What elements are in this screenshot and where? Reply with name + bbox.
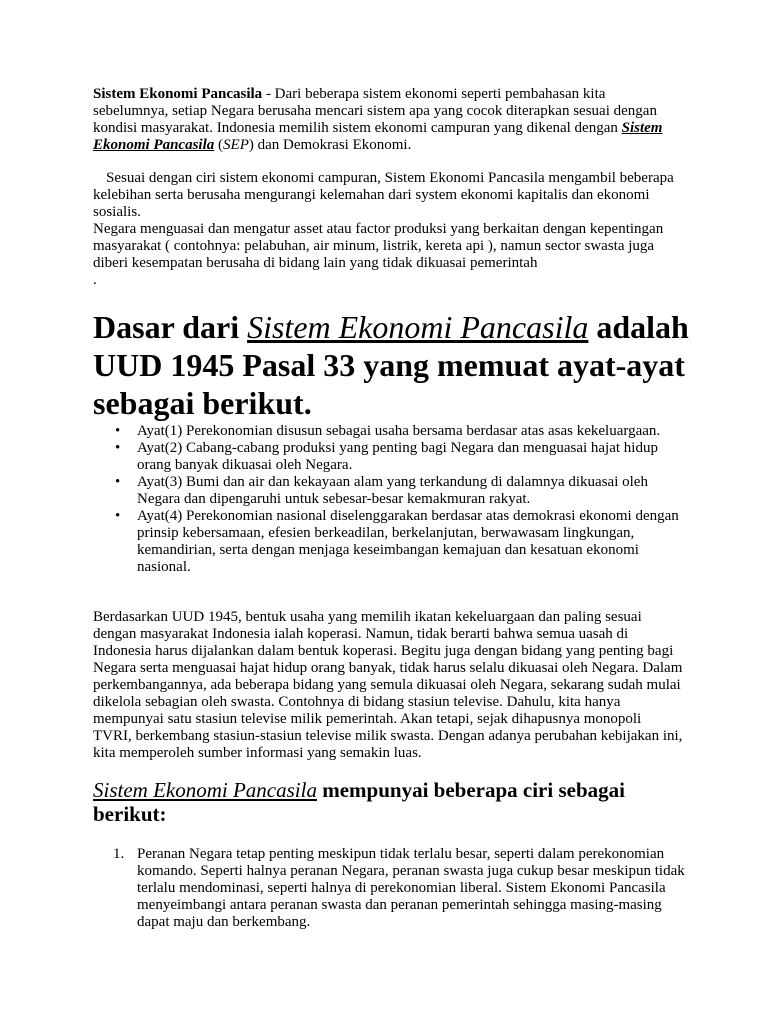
- bullet-marker: •: [115, 508, 121, 524]
- list-item: [93, 423, 693, 440]
- list-item: [93, 474, 693, 508]
- state-control-paragraph: [93, 221, 683, 289]
- intro-text-c: ) dan Demokrasi Ekonomi.: [248, 137, 412, 153]
- uud-heading-prefix: Dasar dari: [93, 309, 248, 345]
- bullet-marker: •: [115, 423, 121, 439]
- intro-text-b: (: [214, 137, 224, 153]
- uud-heading-suffix: adalah UUD 1945 Pasal 33 yang memuat ayat-ayat sebagai berikut.: [93, 309, 689, 421]
- state-control-text: Negara menguasai dan mengatur asset atau factor produksi yang berkaitan dengan kepentingan masyarakat ( contohnya: pelabuhan, air minum, listrik, kereta api ), namun sector swasta juga diberi kesempatan berusaha di bidang lain yang tidak dikuasai pemerintah: [93, 221, 664, 271]
- bullet-marker: •: [115, 440, 121, 456]
- list-item-text: Ayat(4) Perekonomian nasional diselenggarakan berdasar atas demokrasi ekonomi dengan prinsip kebersamaan, efesien berkeadilan, berkelanjutan, berwawasam lingkungan, kemandirian, serta dengan menjaga keseimbangan kemajuan dan kesatuan ekonomi nasional.: [137, 508, 679, 575]
- list-item: [93, 508, 693, 576]
- mixed-system-paragraph: Sesuai dengan ciri sistem ekonomi campuran, Sistem Ekonomi Pancasila mengambil beberapa kelebihan serta berusaha mengurangi kelemahan dari system ekonomi kapitalis dan ekonomi sosialis.: [93, 170, 674, 220]
- intro-text-a: - Dari beberapa sistem ekonomi seperti pembahasan kita sebelumnya, setiap Negara berusaha mencari sistem apa yang cocok diterapkan sesuai dengan kondisi masyarakat. Indonesia memilih sistem ekonomi campuran yang dikenal dengan: [93, 86, 657, 136]
- ciri-heading-suffix: mempunyai beberapa ciri sebagai berikut:: [93, 778, 625, 826]
- list-item-text: Ayat(3) Bumi dan air dan kekayaan alam yang terkandung di dalamnya dikuasai oleh Negara dan dipengaruhi untuk sebesar-besar kemakmuran rakyat.: [137, 474, 648, 507]
- list-item: [93, 440, 693, 474]
- bullet-marker: •: [115, 474, 121, 490]
- intro-term-link[interactable]: Sistem Ekonomi Pancasila: [93, 120, 663, 153]
- uud-heading-link[interactable]: Sistem Ekonomi Pancasila: [247, 309, 589, 345]
- intro-term: Sistem Ekonomi Pancasila: [93, 86, 263, 102]
- list-item: [93, 846, 693, 931]
- ciri-heading-link[interactable]: Sistem Ekonomi Pancasila: [93, 778, 317, 802]
- ciri-heading: [93, 778, 653, 826]
- uud-heading: [93, 308, 693, 422]
- ayat-list: [93, 423, 693, 576]
- ciri-list: [93, 846, 693, 931]
- list-item-text: Ayat(1) Perekonomian disusun sebagai usaha bersama berdasar atas asas kekeluargaan.: [137, 423, 661, 439]
- list-item-text: Ayat(2) Cabang-cabang produksi yang penting bagi Negara dan menguasai hajat hidup orang banyak dikuasai oleh Negara.: [137, 440, 658, 473]
- list-item-text: Peranan Negara tetap penting meskipun tidak terlalu besar, seperti dalam perekonomian komando. Seperti halnya peranan Negara, peranan swasta juga cukup besar meskipun tidak terlalu mendominasi, seperti halnya di perekonomian liberal. Sistem Ekonomi Pancasila menyeimbangi antara peranan swasta dan peranan pemerintah sehingga masing-masing dapat maju dan berkembang.: [137, 846, 685, 930]
- intro-abbr: SEP: [223, 137, 249, 153]
- number-marker: 1.: [113, 846, 125, 862]
- state-control-end: .: [93, 272, 97, 288]
- koperasi-paragraph: Berdasarkan UUD 1945, bentuk usaha yang memilih ikatan kekeluargaan dan paling sesuai dengan masyarakat Indonesia ialah koperasi. Namun, tidak berarti bahwa semua uasah di Indonesia harus dijalankan dalam bentuk koperasi. Begitu juga dengan bidang yang penting bagi Negara serta menguasai hajat hidup orang banyak, tidak harus selalu dikuasai oleh Negara. Dalam perkembangannya, ada beberapa bidang yang semula dikuasai oleh Negara, sekarang sudah mulai dikelola sebagian oleh swasta. Contohnya di bidang stasiun televise. Dahulu, kita hanya mempunyai satu stasiun televise milik pemerintah. Akan tetapi, sejak dihapusnya monopoli TVRI, berkembang stasiun-stasiun televise milik swasta. Dengan adanya perubahan kebijakan ini, kita memperoleh sumber informasi yang semakin luas.: [93, 609, 683, 761]
- intro-paragraph: [93, 86, 683, 154]
